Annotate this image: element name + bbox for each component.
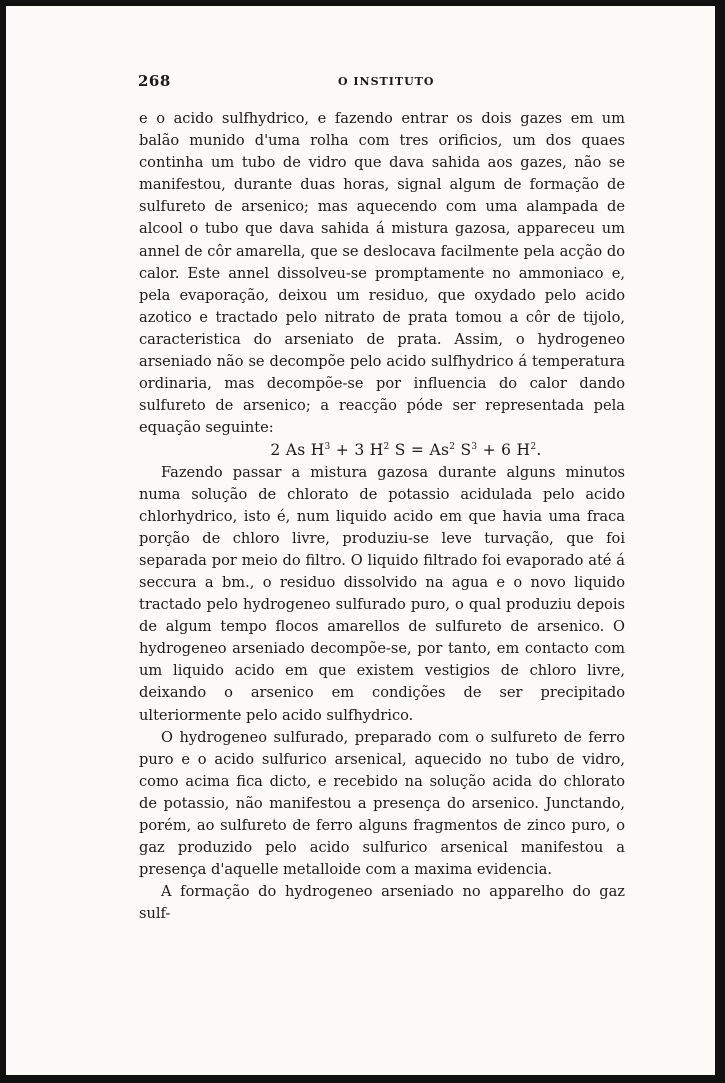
paragraph-4: A formação do hydrogeneo arseniado no apparelho do gaz sulf- — [139, 883, 625, 923]
paragraph-3: O hydrogeneo sulfurado, preparado com o sulfureto de ferro puro e o acido sulfurico arsenical, aquecido no tubo de vidro, como acima fica dicto, e recebido na solução acida do chlorato de potassio, não manifestou a presença do arsenico. Junctando, porém, ao sulfureto de ferro alguns fragmentos de zinco puro, o gaz produzido pelo acido sulfurico arsenical manifestou a presença d'aquelle metalloide com a maxima evidencia. — [139, 728, 625, 879]
page-number: 268 — [138, 72, 171, 90]
body-text — [139, 108, 625, 925]
journal-title: O INSTITUTO — [338, 75, 435, 88]
running-head — [138, 72, 628, 92]
paragraph-2: Fazendo passar a mistura gazosa durante alguns minutos numa solução de chlorato de potassio acidulada pelo acido chlorhydrico, isto é, num liquido acido em que havia uma fraca porção de chloro livre, produziu-se leve turvação, que foi separada por meio do filtro. O liquido filtrado foi evaporado até á seccura a bm., o residuo dissolvido na agua e o novo liquido tractado pelo hydrogeneo sulfurado puro, o qual produziu depois de algum tempo flocos amarellos de sulfureto de arsenico. O hydrogeneo arseniado decompõe-se, por tanto, em contacto com um liquido acido em que existem vestigios de chloro livre, deixando o arsenico em condições de ser precipitado ulteriormente pelo acido sulfhydrico. — [139, 463, 625, 724]
paragraph-1: e o acido sulfhydrico, e fazendo entrar os dois gazes em um balão munido d'uma rolha com tres orificios, um dos quaes continha um tubo de vidro que dava sahida aos gazes, não se manifestou, durante duas horas, signal algum de formação de sulfureto de arsenico; mas aquecendo com uma alampada de alcool o tubo que dava sahida á mistura gazosa, appareceu um annel de côr amarella, que se deslocava facilmente pela acção do calor. Este annel dissolveu-se promptamente no ammoniaco e, pela evaporação, deixou um residuo, que oxydado pelo acido azotico e tractado pelo nitrato de prata tomou a côr de tijolo, caracteristica do arseniato de prata. Assim, o hydrogeneo arseniado não se decompõe pelo acido sulfhydrico á temperatura ordinaria, mas decompõe-se por influencia do calor dando sulfureto de arsenico; a reacção póde ser representada pela equação seguinte: — [139, 110, 625, 437]
chemical-equation: 2 As $H^3 + 3$ $H^2$ $S = As^2$ $S^3 + 6$ $H^2$. — [270, 441, 542, 460]
